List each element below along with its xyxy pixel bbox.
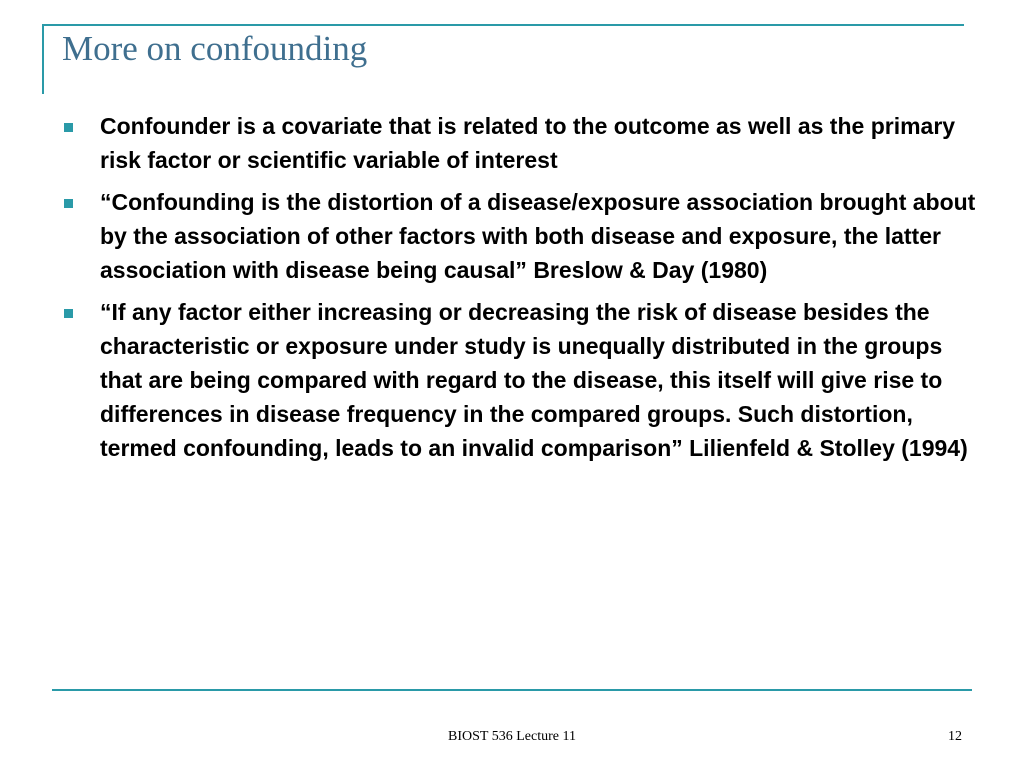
bullet-list xyxy=(62,109,982,473)
square-bullet-icon xyxy=(64,123,73,132)
bullet-text: “Confounding is the distortion of a disease/exposure association brought about by the association of other factors with both disease and exposure, the latter association with disease being causal” Breslow & Day (1980) xyxy=(100,189,976,283)
title-horizontal-rule xyxy=(42,24,964,26)
bullet-text: “If any factor either increasing or decreasing the risk of disease besides the characteristic or exposure under study is unequally distributed in the groups that are being compared with regard to the disease, this itself will give rise to differences in disease frequency in the compared groups. Such distortion, termed confounding, leads to an invalid comparison” Lilienfeld & Stolley (1994) xyxy=(100,299,968,461)
title-vertical-rule xyxy=(42,24,44,94)
bullet-item xyxy=(62,185,982,287)
slide-title: More on confounding xyxy=(62,29,368,68)
square-bullet-icon xyxy=(64,309,73,318)
bullet-item xyxy=(62,295,982,465)
page-number: 12 xyxy=(948,729,962,744)
square-bullet-icon xyxy=(64,199,73,208)
bullet-text: Confounder is a covariate that is related to the outcome as well as the primary risk factor or scientific variable of interest xyxy=(100,113,956,173)
footer-lecture-label: BIOST 536 Lecture 11 xyxy=(448,729,576,744)
footer-rule xyxy=(52,689,972,691)
bullet-item xyxy=(62,109,982,177)
